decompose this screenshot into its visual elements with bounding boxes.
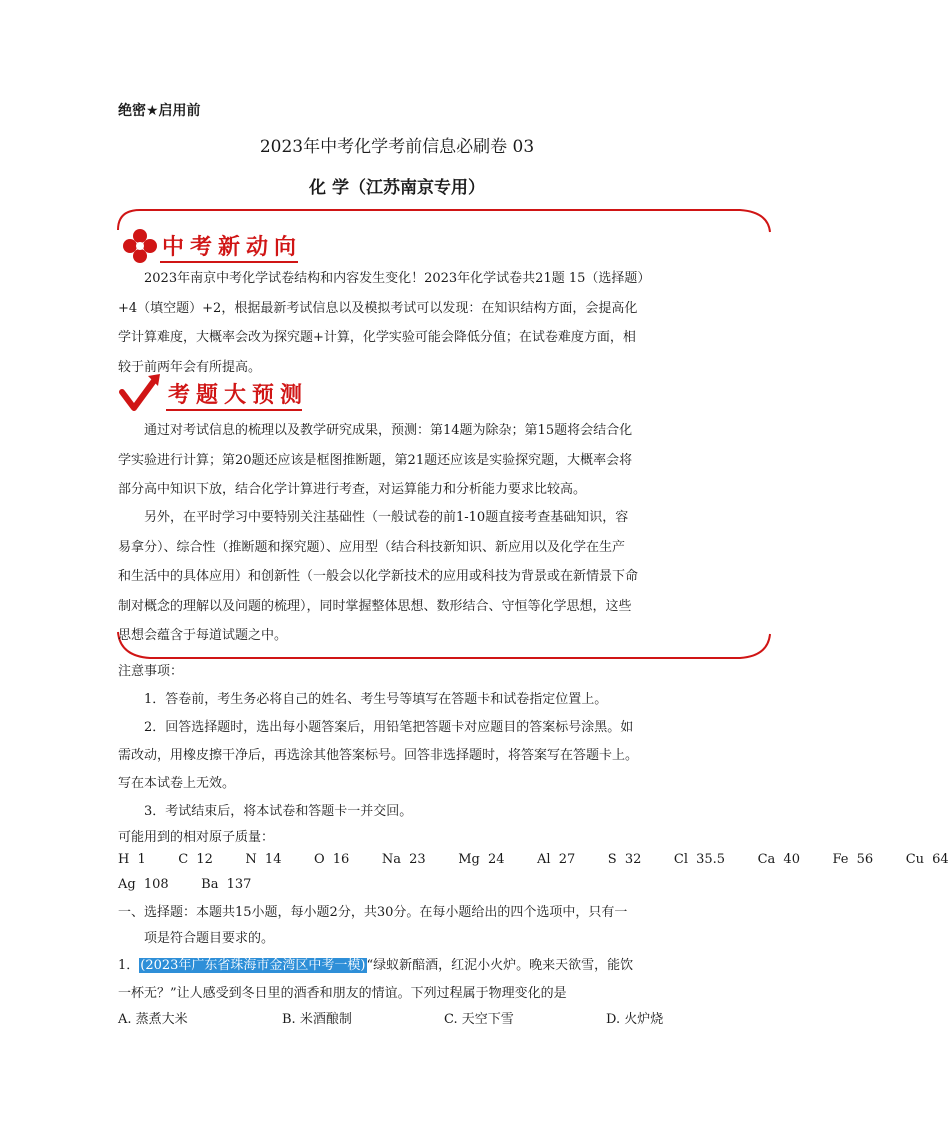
note-item: 3．考试结束后，将本试卷和答题卡一并交回。 <box>144 804 413 819</box>
section-title-new-trends: 中考新动向 <box>162 235 303 260</box>
section2-line: 通过对考试信息的梳理以及教学研究成果，预测：第14题为除杂；第15题将会结合化 <box>144 423 633 438</box>
option-d: D. 火炉烧 <box>606 1012 664 1027</box>
atomic-mass-line: H 1 C 12 N 14 O 16 Na 23 Mg 24 Al 27 S 32 Cl 35.5 Ca 40 Fe 56 Cu 64 <box>118 852 949 867</box>
section2-line: 部分高中知识下放，结合化学计算进行考查，对运算能力和分析能力要求比较高。 <box>118 482 587 497</box>
question-text: “绿蚁新醅酒，红泥小火炉。晚来天欲雪，能饮 <box>366 958 634 973</box>
section-title-prediction: 考题大预测 <box>168 383 309 408</box>
exam-title: 2023年中考化学考前信息必刷卷 03 <box>259 137 535 157</box>
section1-line: 较于前两年会有所提高。 <box>118 359 262 375</box>
option-b: B. 米酒酿制 <box>282 1012 352 1027</box>
atomic-mass-heading: 可能用到的相对原子质量： <box>118 830 275 845</box>
flower-icon <box>120 226 160 266</box>
note-item: 写在本试卷上无效。 <box>118 776 236 791</box>
checkmark-arrow-icon <box>120 372 164 412</box>
section-underline <box>166 406 306 414</box>
section2-line: 另外，在平时学习中要特别关注基础性（一般试卷的前1-10题直接考查基础知识，容 <box>144 510 629 525</box>
notes-heading: 注意事项： <box>118 664 184 679</box>
option-c: C. 天空下雪 <box>444 1012 514 1027</box>
confidential-label: 绝密★启用前 <box>118 103 201 119</box>
note-item: 需改动，用橡皮擦干净后，再选涂其他答案标号。回答非选择题时，将答案写在答题卡上。 <box>118 748 639 763</box>
exam-subtitle: 化 学（江苏南京专用） <box>309 178 485 198</box>
section1-line: 2023年南京中考化学试卷结构和内容发生变化！2023年化学试卷共21题 15（选择题） <box>144 271 651 286</box>
section2-line: 学实验进行计算；第20题还应该是框图推断题，第21题还应该是实验探究题，大概率会将 <box>118 452 633 468</box>
section2-line: 易拿分）、综合性（推断题和探究题）、应用型（结合科技新知识、新应用以及化学在生产 <box>118 539 626 555</box>
section1-paragraph <box>118 264 676 382</box>
section-one-instructions: 一、选择题：本题共15小题，每小题2分，共30分。在每小题给出的四个选项中，只有一 <box>118 905 628 920</box>
atomic-mass-line: Ag 108 Ba 137 <box>118 877 252 892</box>
section2-line: 制对概念的理解以及问题的梳理），同时掌握整体思想、数形结合、守恒等化学思想，这些 <box>118 598 632 614</box>
question-1 <box>118 954 633 973</box>
option-a: A. 蒸煮大米 <box>118 1012 188 1027</box>
note-item: 1．答卷前，考生务必将自己的姓名、考生号等填写在答题卡和试卷指定位置上。 <box>144 692 608 707</box>
section1-line: +4（填空题）+2，根据最新考试信息以及模拟考试可以发现：在知识结构方面，会提高化 <box>118 300 638 316</box>
note-item: 2．回答选择题时，选出每小题答案后，用铅笔把答题卡对应题目的答案标号涂黑。如 <box>144 720 634 735</box>
section2-line: 思想会蕴含于每道试题之中。 <box>118 628 288 643</box>
question-text-line-2: 一杯无？”让人感受到冬日里的酒香和朋友的情谊。下列过程属于物理变化的是 <box>118 986 567 1001</box>
section2-paragraph-1 <box>118 416 676 505</box>
question-number: 1． <box>118 958 140 973</box>
section2-paragraph-2 <box>118 503 676 651</box>
section1-line: 学计算难度，大概率会改为探究题+计算，化学实验可能会降低分值；在试卷难度方面，相 <box>118 330 636 345</box>
question-source-highlight[interactable]: (2023年广东省珠海市金湾区中考一模) <box>140 958 366 973</box>
section-one-instructions: 项是符合题目要求的。 <box>144 931 275 946</box>
section2-line: 和生活中的具体应用）和创新性（一般会以化学新技术的应用或科技为背景或在新情景下命 <box>118 569 639 584</box>
